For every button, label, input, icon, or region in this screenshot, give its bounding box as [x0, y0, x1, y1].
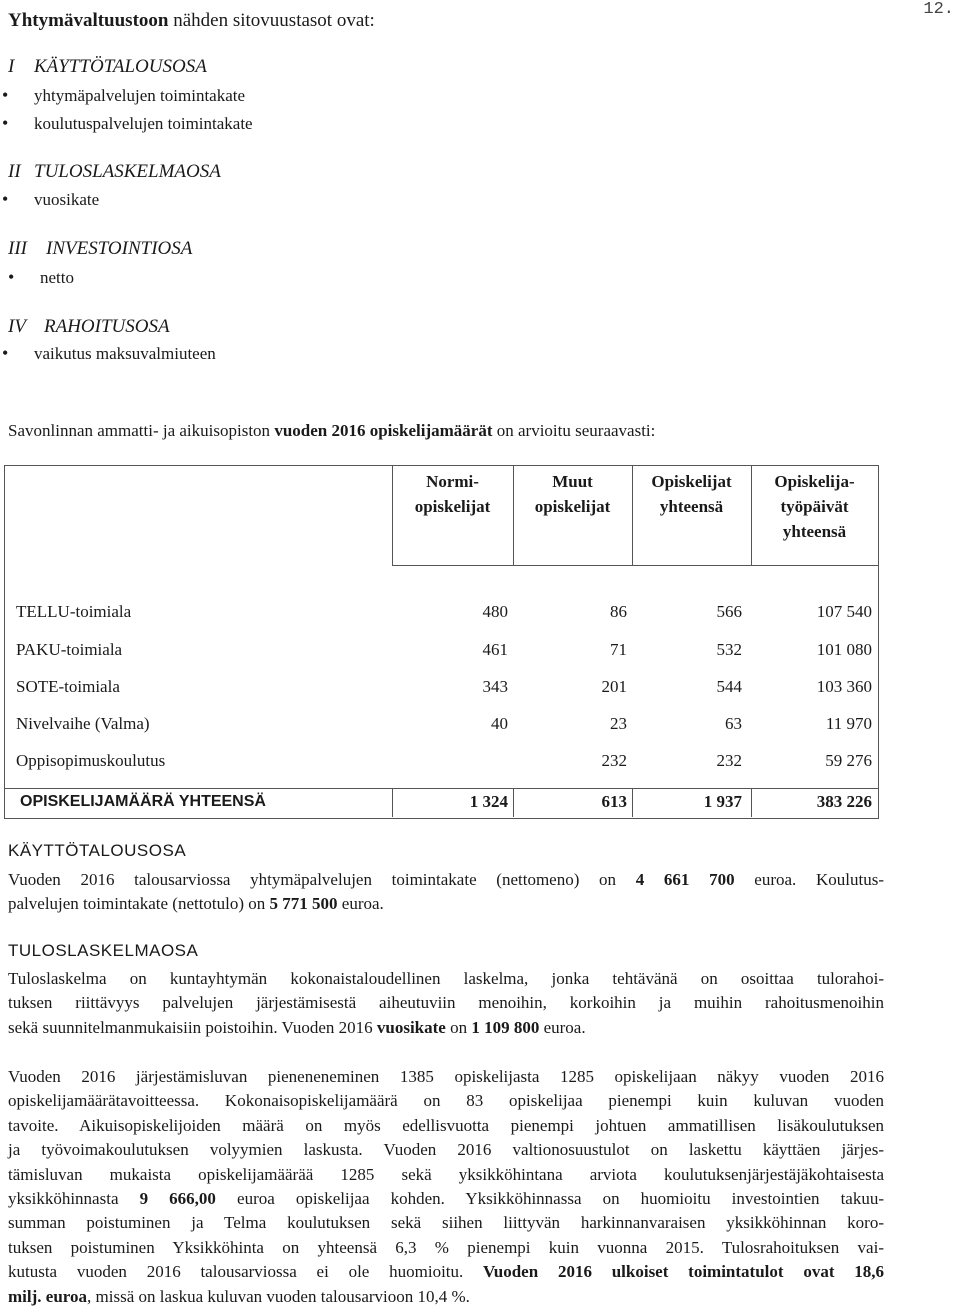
section-iii-item-1: • netto — [6, 268, 74, 288]
cell-tyopaivat: 101 080 — [816, 640, 872, 659]
cell-yhteensa: 63 — [725, 714, 742, 733]
row-label: PAKU-toimiala — [16, 640, 123, 659]
cell-normi: 461 — [482, 640, 508, 659]
total-label: OPISKELIJAMÄÄRÄ YHTEENSÄ — [20, 793, 266, 810]
section-iv-title: RAHOITUSOSA — [44, 316, 170, 337]
section-i-number: I — [8, 56, 15, 77]
section-ii-heading — [8, 161, 221, 183]
section-i-title: KÄYTTÖTALOUSOSA — [34, 56, 207, 77]
cell-tyopaivat: 59 276 — [825, 751, 872, 770]
header-normi: Normi- opiskelijat — [414, 472, 491, 516]
section-i-heading — [8, 56, 207, 78]
cell-yhteensa: 544 — [716, 677, 742, 696]
kayttotalous-heading: KÄYTTÖTALOUSOSA — [8, 841, 187, 860]
students-intro-post: on arvioitu seuraavasti: — [492, 421, 656, 440]
total-divider — [751, 788, 752, 817]
row-label: Nivelvaihe (Valma) — [16, 714, 150, 733]
total-divider — [392, 788, 393, 817]
section-iv-number: IV — [8, 316, 26, 337]
cell-yhteensa: 566 — [716, 602, 742, 621]
section-iii-number: III — [8, 238, 27, 259]
row-label: Oppisopimuskoulutus — [16, 751, 166, 770]
section-ii-number: II — [8, 161, 21, 182]
cell-normi: 40 — [491, 714, 508, 733]
cell-muut: 201 — [601, 677, 627, 696]
cell-normi: 343 — [482, 677, 508, 696]
total-top-rule — [4, 788, 878, 789]
row-label: TELLU-toimiala — [16, 602, 132, 621]
section-i-item-1: • yhtymäpalvelujen toimintakate — [0, 86, 245, 106]
section-iii-title: INVESTOINTIOSA — [46, 238, 193, 259]
cell-tyopaivat: 107 540 — [816, 602, 872, 621]
cell-tyopaivat: 103 360 — [816, 677, 872, 696]
tuloslaskelma-heading: TULOSLASKELMAOSA — [8, 941, 199, 960]
section-iv-heading — [8, 316, 170, 338]
cell-yhteensa: 532 — [716, 640, 742, 659]
header-yhteensa: Opiskelijat yhteensä — [651, 472, 732, 516]
section-iv-item-1: • vaikutus maksuvalmiuteen — [0, 344, 216, 364]
row-label: SOTE-toimiala — [16, 677, 120, 696]
section-ii-item-1: • vuosikate — [0, 190, 99, 210]
total-divider — [632, 788, 633, 817]
students-intro — [8, 421, 655, 441]
total-normi: 1 324 — [469, 792, 508, 811]
tuloslaskelma-paragraph: Tuloslaskelma on kuntayhtymän kokonaistaloudellinen laskelma, jonka tehtävänä on osoittaa tulorahoi- tuksen riittävyys palvelujen järjestämisestä aiheutuviin menoihin, korkoihin ja muihin rahoitusmenoihin sekä suunnitelmanmukaisiin poistoihin. Vuoden 2016 vuosikate on 1 109 800 euroa. — [8, 969, 884, 1037]
page-number: 12. — [923, 0, 954, 19]
header-bottom-rule — [392, 565, 878, 566]
cell-normi: 480 — [482, 602, 508, 621]
cell-muut: 86 — [610, 602, 627, 621]
cell-muut: 232 — [601, 751, 627, 770]
cell-muut: 23 — [610, 714, 627, 733]
section-i-item-2: • koulutuspalvelujen toimintakate — [0, 114, 253, 134]
section-ii-title: TULOSLASKELMAOSA — [34, 161, 221, 182]
cell-muut: 71 — [610, 640, 627, 659]
section-iii-heading — [8, 238, 192, 260]
total-yhteensa: 1 937 — [703, 792, 742, 811]
cell-tyopaivat: 11 970 — [825, 714, 872, 733]
intro-rest: nähden sitovuustasot ovat: — [168, 10, 375, 31]
total-muut: 613 — [601, 792, 627, 811]
students-intro-bold: vuoden 2016 opiskelijamäärät — [274, 421, 493, 440]
intro-line — [8, 10, 375, 32]
students-intro-pre: Savonlinnan ammatti- ja aikuisopiston — [8, 421, 275, 440]
total-tyopaivat: 383 226 — [816, 792, 872, 811]
final-paragraph: Vuoden 2016 järjestämisluvan pieneneneminen 1385 opiskelijasta 1285 opiskelijaan näkyy vuoden 2016 opiskelijamäärätavoitteessa. Kokonaisopiskelijamäärä on 83 opiskelijaa pienempi kuin kuluvan vuoden tavoite. Aikuisopiskelijoiden määrä on myös edellisvuotta pienempi johtuen ammatillisen lisäkoulutuksen ja työvoimakoulutuksen volyymien laskusta. Vuoden 2016 valtionosuustulot on laskettu käyttäen järjes- tämisluvan mukaista opiskelijamäärää 1285 sekä yksikköhintana arviota koulutuksenjärjestäjäkohtaisesta yksikköhinnasta 9 666,00 euroa opiskelijaa kohden. Yksikköhinnassa on huomioitu investointien takuu- summan poistuminen ja Telma koulutuksen sekä siihen liittyvän harkinnanvaraisen yksikköhinnan koro- tuksen poistuminen Yksikköhinta on yhteensä 6,3 % pienempi kuin vuonna 2015. Tulosrahoituksen vai- kutusta vuoden 2016 talousarviossa ei ole huomioitu. Vuoden 2016 ulkoiset toimintatulot ovat 18,6 milj. euroa, missä on laskua kuluvan vuoden talousarvioon 10,4 %. — [8, 1067, 885, 1306]
cell-yhteensa: 232 — [716, 751, 742, 770]
total-divider — [513, 788, 514, 817]
header-muut: Muut opiskelijat — [534, 472, 611, 516]
header-tyopaivat: Opiskelija- työpäivät yhteensä — [774, 472, 855, 541]
kayttotalous-paragraph: Vuoden 2016 talousarviossa yhtymäpalvelujen toimintakate (nettomeno) on 4 661 700 euroa. Koulutus- palvelujen toimintakate (nettotulo) on 5 771 500 euroa. — [8, 870, 884, 914]
intro-bold: Yhtymävaltuustoon — [8, 10, 169, 31]
